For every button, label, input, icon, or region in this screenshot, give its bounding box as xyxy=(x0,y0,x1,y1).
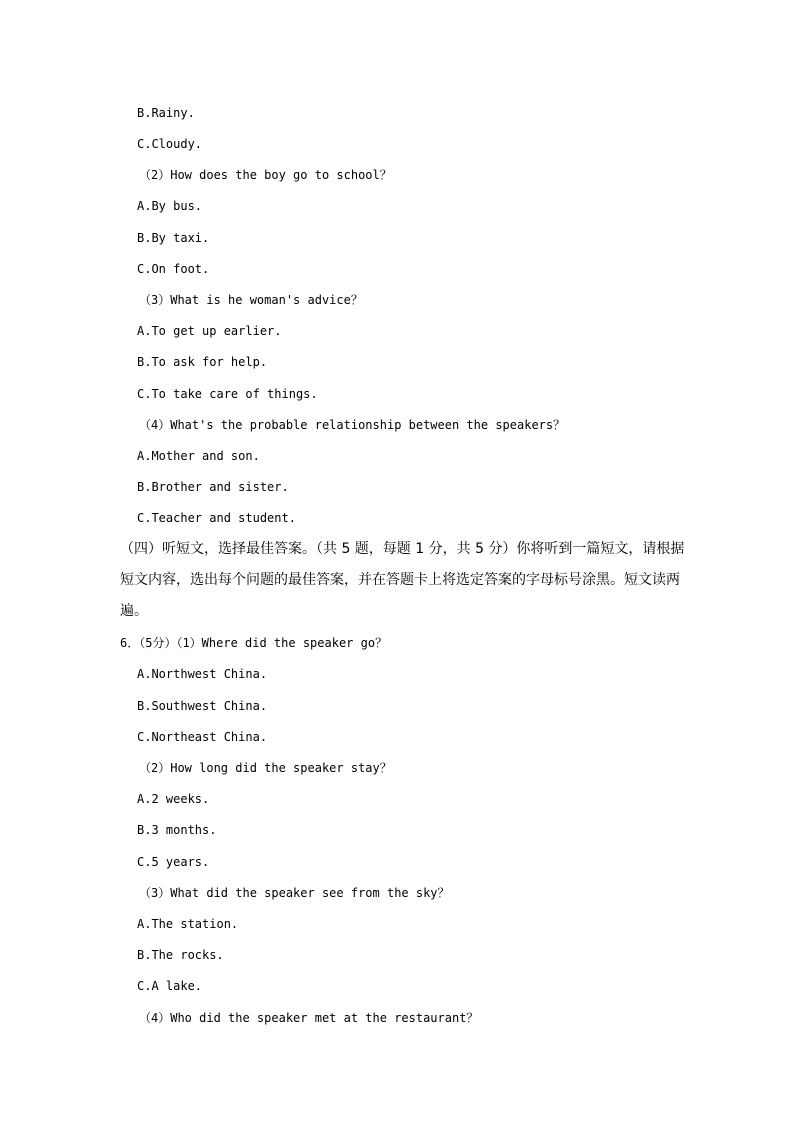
question-4: （4）What's the probable relationship between the speakers？ xyxy=(139,418,566,432)
option-b: B.Southwest China. xyxy=(137,699,268,713)
question-3: （3）What is he woman's advice？ xyxy=(139,293,363,307)
option-a: A.Northwest China. xyxy=(137,667,268,681)
section-instructions-line-3: 遍。 xyxy=(120,603,148,619)
option-a: A.Mother and son. xyxy=(137,449,260,463)
option-b: B.Rainy. xyxy=(137,106,195,120)
option-c: C.Cloudy. xyxy=(137,137,203,151)
option-b: B.By taxi. xyxy=(137,231,210,245)
option-c: C.Northeast China. xyxy=(137,730,268,744)
option-a: A.To get up earlier. xyxy=(137,324,282,338)
option-b: B.The rocks. xyxy=(137,948,224,962)
option-c: C.A lake. xyxy=(137,979,203,993)
item-6-header: 6．（5分）（1）Where did the speaker go？ xyxy=(120,636,388,650)
option-a: A.By bus. xyxy=(137,199,203,213)
option-c: C.To take care of things. xyxy=(137,387,318,401)
option-b: B.Brother and sister. xyxy=(137,480,289,494)
section-instructions-line-2: 短文内容，选出每个问题的最佳答案，并在答题卡上将选定答案的字母标号涂黑。短文读两 xyxy=(120,572,680,588)
section-instructions-line-1: （四）听短文，选择最佳答案。（共 5 题，每题 1 分，共 5 分）你将听到一篇短文，请根据 xyxy=(120,541,685,557)
option-c: C.Teacher and student. xyxy=(137,511,296,525)
option-a: A.2 weeks. xyxy=(137,792,210,806)
option-b: B.To ask for help. xyxy=(137,355,268,369)
question-2: （2）How does the boy go to school？ xyxy=(139,168,392,182)
question-4: （4）Who did the speaker met at the restaurant？ xyxy=(139,1011,479,1025)
option-a: A.The station. xyxy=(137,917,239,931)
question-2: （2）How long did the speaker stay？ xyxy=(139,761,392,775)
option-c: C.5 years. xyxy=(137,855,210,869)
option-b: B.3 months. xyxy=(137,823,217,837)
option-c: C.On foot. xyxy=(137,262,210,276)
question-3: （3）What did the speaker see from the sky？ xyxy=(139,886,450,900)
